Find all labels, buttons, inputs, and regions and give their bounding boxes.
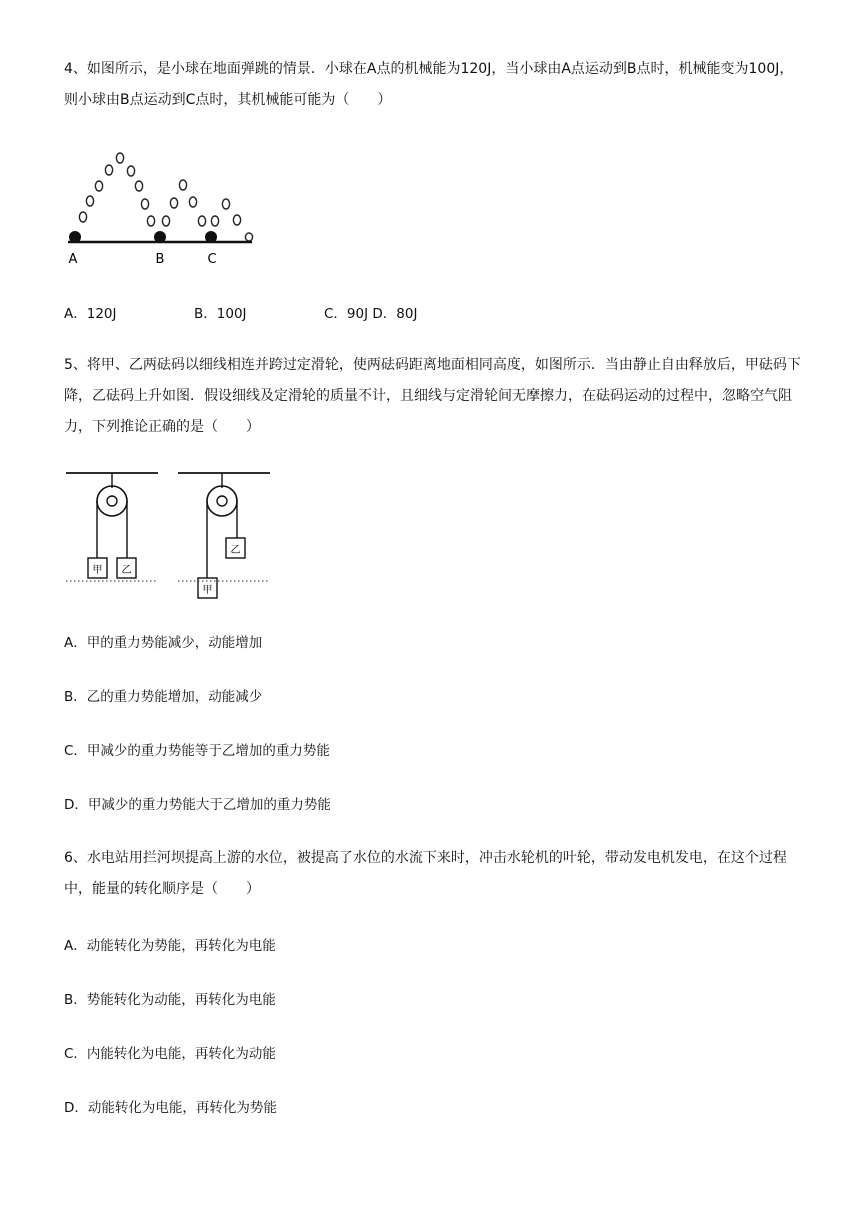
- q4-option-b: B．100J: [194, 306, 247, 322]
- pulley-setup-initial: [66, 473, 158, 581]
- label-jia-after: 甲: [202, 585, 213, 596]
- q5-option-d: D．甲减少的重力势能大于乙增加的重力势能: [64, 797, 331, 813]
- question-4-text: 4、如图所示，是小球在地面弹跳的情景．小球在A点的机械能为120J，当小球由A点运动到B点时，机械能变为100J，则小球由B点运动到C点时，其机械能可能为（ ）: [64, 61, 794, 108]
- q6-option-a: A．动能转化为势能，再转化为电能: [64, 938, 276, 954]
- q5-option-b: B．乙的重力势能增加，动能减少: [64, 689, 263, 705]
- pulley-wheel-left: [97, 486, 127, 516]
- pulley-setup-after: [178, 473, 270, 598]
- pulley-diagram: [60, 462, 275, 607]
- pulley-figure: [60, 462, 275, 611]
- ball-c: [205, 231, 217, 243]
- question-6-text: 6、水电站用拦河坝提高上游的水位，被提高了水位的水流下来时，冲击水轮机的叶轮，带动发电机发电，在这个过程中，能量的转化顺序是（ ）: [64, 850, 787, 897]
- question-5-text: 5、将甲、乙两砝码以细线相连并跨过定滑轮，使两砝码距离地面相同高度，如图所示．当由静止自由释放后，甲砝码下降，乙砝码上升如图．假设细线及定滑轮的质量不计，且细线与定滑轮间无摩擦力，在砝码运动的过程中，忽略空气阻力，下列推论正确的是（ ）: [64, 357, 801, 435]
- label-jia-initial: 甲: [92, 565, 103, 576]
- label-b: B: [155, 252, 165, 267]
- label-a: A: [68, 252, 78, 267]
- ball-trajectory: [79, 153, 252, 241]
- bouncing-ball-figure: [62, 140, 262, 274]
- label-yi-initial: 乙: [121, 565, 132, 576]
- pulley-wheel-right: [207, 486, 237, 516]
- q6-option-b: B．势能转化为动能，再转化为电能: [64, 992, 276, 1008]
- q5-option-a: A．甲的重力势能减少，动能增加: [64, 635, 263, 651]
- q5-option-c: C．甲减少的重力势能等于乙增加的重力势能: [64, 743, 330, 759]
- q4-option-cd: C．90J D．80J: [324, 306, 418, 322]
- q6-option-c: C．内能转化为电能，再转化为动能: [64, 1046, 276, 1062]
- ball-b: [154, 231, 166, 243]
- q4-option-a: A．120J: [64, 306, 117, 322]
- label-yi-after: 乙: [230, 545, 241, 556]
- q6-option-d: D．动能转化为电能，再转化为势能: [64, 1100, 277, 1116]
- ball-a: [69, 231, 81, 243]
- bouncing-ball-diagram: [62, 140, 262, 270]
- label-c: C: [207, 252, 217, 267]
